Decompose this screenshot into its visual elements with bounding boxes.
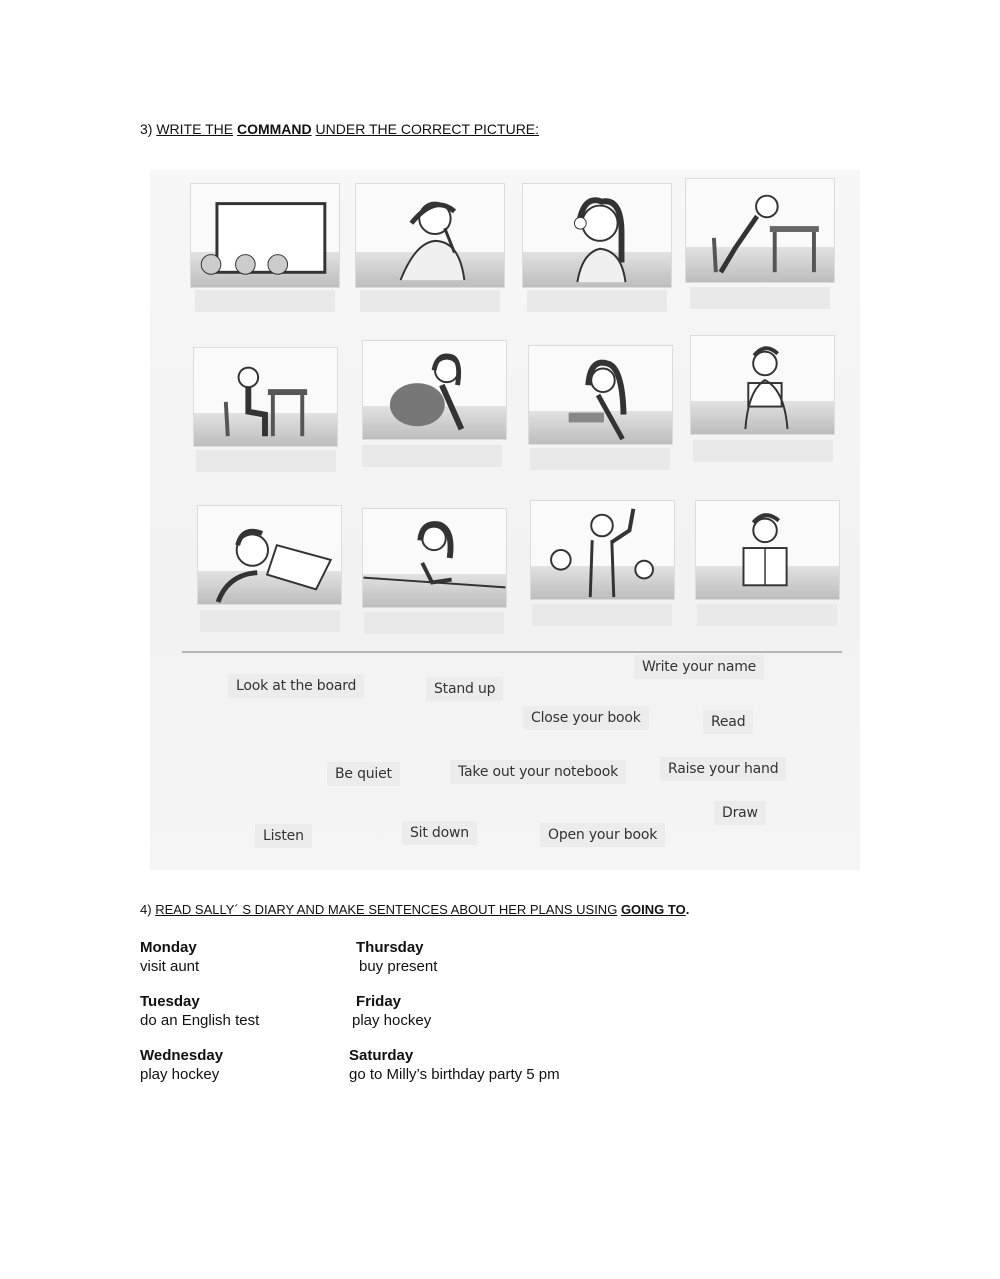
- answer-blank-12[interactable]: [697, 604, 837, 626]
- answer-blank-4[interactable]: [690, 287, 830, 309]
- boy-standing-up-icon: [685, 178, 835, 283]
- exercise-4-instruction-end: .: [685, 902, 690, 917]
- diary-plan: buy present: [359, 958, 438, 975]
- girl-closing-book-icon: [528, 345, 673, 445]
- command-card-take-out-your-notebook[interactable]: Take out your notebook: [450, 760, 626, 784]
- diary-plan: play hockey: [352, 1012, 432, 1029]
- divider-line: [182, 651, 842, 653]
- diary-entry-thursday: [356, 938, 437, 976]
- command-card-stand-up[interactable]: Stand up: [426, 677, 503, 701]
- exercise-3-instruction-keyword: COMMAND: [236, 121, 312, 137]
- command-card-open-your-book[interactable]: Open your book: [540, 823, 665, 847]
- girl-listening-icon: [522, 183, 672, 288]
- diary-day: Thursday: [356, 939, 424, 956]
- command-card-close-your-book[interactable]: Close your book: [523, 706, 649, 730]
- answer-blank-5[interactable]: [196, 450, 336, 472]
- diary-plan: visit aunt: [140, 958, 200, 975]
- exercise-4-instruction-keyword: GOING TO: [620, 902, 686, 917]
- boy-reading-icon: [695, 500, 840, 600]
- diary-entry-tuesday: [140, 992, 259, 1030]
- command-card-be-quiet[interactable]: Be quiet: [327, 762, 400, 786]
- answer-blank-9[interactable]: [200, 610, 340, 632]
- diary-day: Monday: [140, 939, 197, 956]
- command-card-draw[interactable]: Draw: [714, 801, 766, 825]
- answer-blank-10[interactable]: [364, 612, 504, 634]
- command-card-write-your-name[interactable]: Write your name: [634, 655, 764, 679]
- answer-blank-1[interactable]: [195, 290, 335, 312]
- boy-raising-hand-icon: [530, 500, 675, 600]
- answer-blank-7[interactable]: [530, 448, 670, 470]
- command-card-look-at-the-board[interactable]: Look at the board: [228, 674, 364, 698]
- command-card-read[interactable]: Read: [703, 710, 753, 734]
- exercise-3-instruction-end: UNDER THE CORRECT PICTURE:: [315, 121, 540, 137]
- boy-sitting-down-icon: [193, 347, 338, 447]
- diary-entry-monday: [140, 938, 199, 976]
- boy-opening-book-icon: [690, 335, 835, 435]
- command-card-listen[interactable]: Listen: [255, 824, 312, 848]
- diary-day: Saturday: [349, 1047, 414, 1064]
- command-card-raise-your-hand[interactable]: Raise your hand: [660, 757, 786, 781]
- diary-entry-friday: [352, 992, 431, 1030]
- teacher-quiet-gesture-icon: [355, 183, 505, 288]
- diary-entry-saturday: [349, 1046, 560, 1084]
- answer-blank-6[interactable]: [362, 445, 502, 467]
- boy-writing-name-icon: [197, 505, 342, 605]
- students-looking-at-board-icon: [190, 183, 340, 288]
- answer-blank-11[interactable]: [532, 604, 672, 626]
- answer-blank-3[interactable]: [527, 290, 667, 312]
- exercise-4-heading: [140, 902, 689, 917]
- command-card-sit-down[interactable]: Sit down: [402, 821, 477, 845]
- exercise-3-heading: [140, 121, 539, 137]
- girl-drawing-icon: [362, 508, 507, 608]
- exercise-3-instruction-start: WRITE THE: [156, 121, 234, 137]
- answer-blank-2[interactable]: [360, 290, 500, 312]
- answer-blank-8[interactable]: [693, 440, 833, 462]
- exercise-3-number: 3): [140, 121, 153, 137]
- diary-entry-wednesday: [140, 1046, 223, 1084]
- diary-day: Tuesday: [140, 993, 200, 1010]
- diary-day: Friday: [356, 993, 402, 1010]
- exercise-4-instruction-start: READ SALLY´ S DIARY AND MAKE SENTENCES ABOUT HER PLANS USING: [155, 902, 618, 917]
- girl-taking-out-notebook-icon: [362, 340, 507, 440]
- diary-plan: do an English test: [140, 1012, 260, 1029]
- diary-day: Wednesday: [140, 1047, 224, 1064]
- diary-plan: go to Milly’s birthday party 5 pm: [349, 1066, 560, 1083]
- exercise-4-number: 4): [140, 902, 152, 917]
- diary-plan: play hockey: [140, 1066, 220, 1083]
